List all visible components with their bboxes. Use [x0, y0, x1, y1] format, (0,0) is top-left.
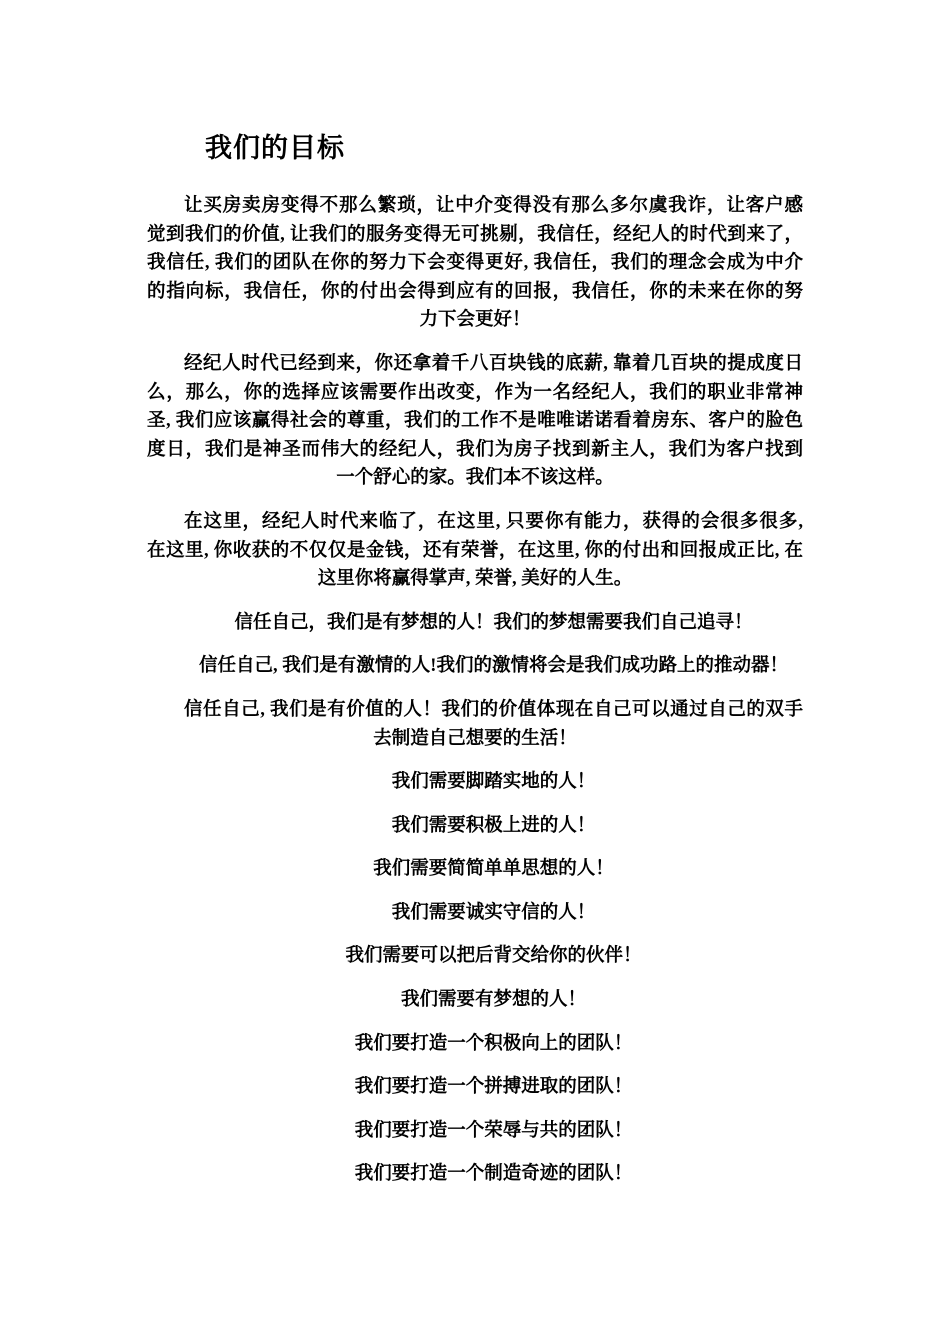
- text-line: 我们需要可以把后背交给你的伙伴！: [345, 946, 642, 967]
- text-line: 我们需要脚踏实地的人！: [391, 772, 596, 793]
- paragraph-trust-dream: [147, 609, 803, 638]
- text-line: 我们需要积极上进的人！: [391, 815, 596, 836]
- text-line: 去制造自己想要的生活！: [373, 728, 577, 749]
- document-body: [147, 192, 803, 1204]
- text-line: 我信任, 我们的团队在你的努力下会变得更好, 我信任，我们的理念会成为中介: [147, 253, 803, 274]
- paragraph-trust-passion: [147, 652, 803, 681]
- paragraph-trust-value: [147, 696, 803, 753]
- text-line: 圣, 我们应该赢得社会的尊重，我们的工作不是唯唯诺诺看着房东、客户的脸色: [147, 411, 803, 432]
- text-line: 在这里，经纪人时代来临了，在这里, 只要你有能力，获得的会很多很多,: [184, 511, 803, 532]
- paragraph-here: [147, 508, 803, 594]
- text-line: 力下会更好！: [419, 310, 531, 331]
- text-line: 我们要打造一个积极向上的团队！: [354, 1033, 633, 1054]
- text-line: 我们要打造一个荣辱与共的团队！: [354, 1120, 633, 1141]
- slogan-line: [147, 986, 803, 1015]
- text-line: 的指向标，我信任，你的付出会得到应有的回报，我信任，你的未来在你的努: [147, 281, 803, 302]
- text-line: 这里你将赢得掌声, 荣誉, 美好的人生。: [317, 569, 633, 590]
- text-line: 我们需要诚实守信的人！: [391, 902, 596, 923]
- text-line: 信任自己，我们是有梦想的人！我们的梦想需要我们自己追寻！: [234, 612, 753, 633]
- text-line: 经纪人时代已经到来，你还拿着千八百块钱的底薪, 靠着几百块的提成度日: [184, 353, 803, 374]
- slogan-line: [147, 1073, 803, 1102]
- slogan-line: [147, 1160, 803, 1189]
- slogan-line: [147, 812, 803, 841]
- text-line: 我们需要简简单单思想的人！: [373, 859, 614, 880]
- paragraph-intro: [147, 192, 803, 335]
- text-line: 一个舒心的家。我们本不该这样。: [336, 468, 614, 489]
- slogan-line: [147, 942, 803, 971]
- text-line: 信任自己, 我们是有激情的人!我们的激情将会是我们成功路上的推动器！: [199, 656, 788, 677]
- text-line: 我们要打造一个拼搏进取的团队！: [354, 1077, 633, 1098]
- slogan-line: [147, 1030, 803, 1059]
- text-line: 我们要打造一个制造奇迹的团队！: [354, 1164, 633, 1185]
- paragraph-agent-era: [147, 350, 803, 493]
- slogan-line: [147, 768, 803, 797]
- slogan-line: [147, 899, 803, 928]
- text-line: 么，那么，你的选择应该需要作出改变，作为一名经纪人，我们的职业非常神: [147, 382, 803, 403]
- page-title: 我们的目标: [205, 133, 345, 163]
- slogan-line: [147, 855, 803, 884]
- text-line: 信任自己, 我们是有价值的人！我们的价值体现在自己可以通过自己的双手: [184, 699, 803, 720]
- text-line: 度日，我们是神圣而伟大的经纪人，我们为房子找到新主人，我们为客户找到: [147, 439, 803, 460]
- text-line: 觉到我们的价值, 让我们的服务变得无可挑剔，我信任，经纪人的时代到来了，: [147, 224, 803, 245]
- text-line: 我们需要有梦想的人！: [400, 990, 586, 1011]
- slogan-line: [147, 1117, 803, 1146]
- text-line: 在这里, 你收获的不仅仅是金钱，还有荣誉，在这里, 你的付出和回报成正比, 在: [147, 540, 803, 561]
- text-line: 让买房卖房变得不那么繁琐，让中介变得没有那么多尔虞我诈，让客户感: [184, 196, 803, 216]
